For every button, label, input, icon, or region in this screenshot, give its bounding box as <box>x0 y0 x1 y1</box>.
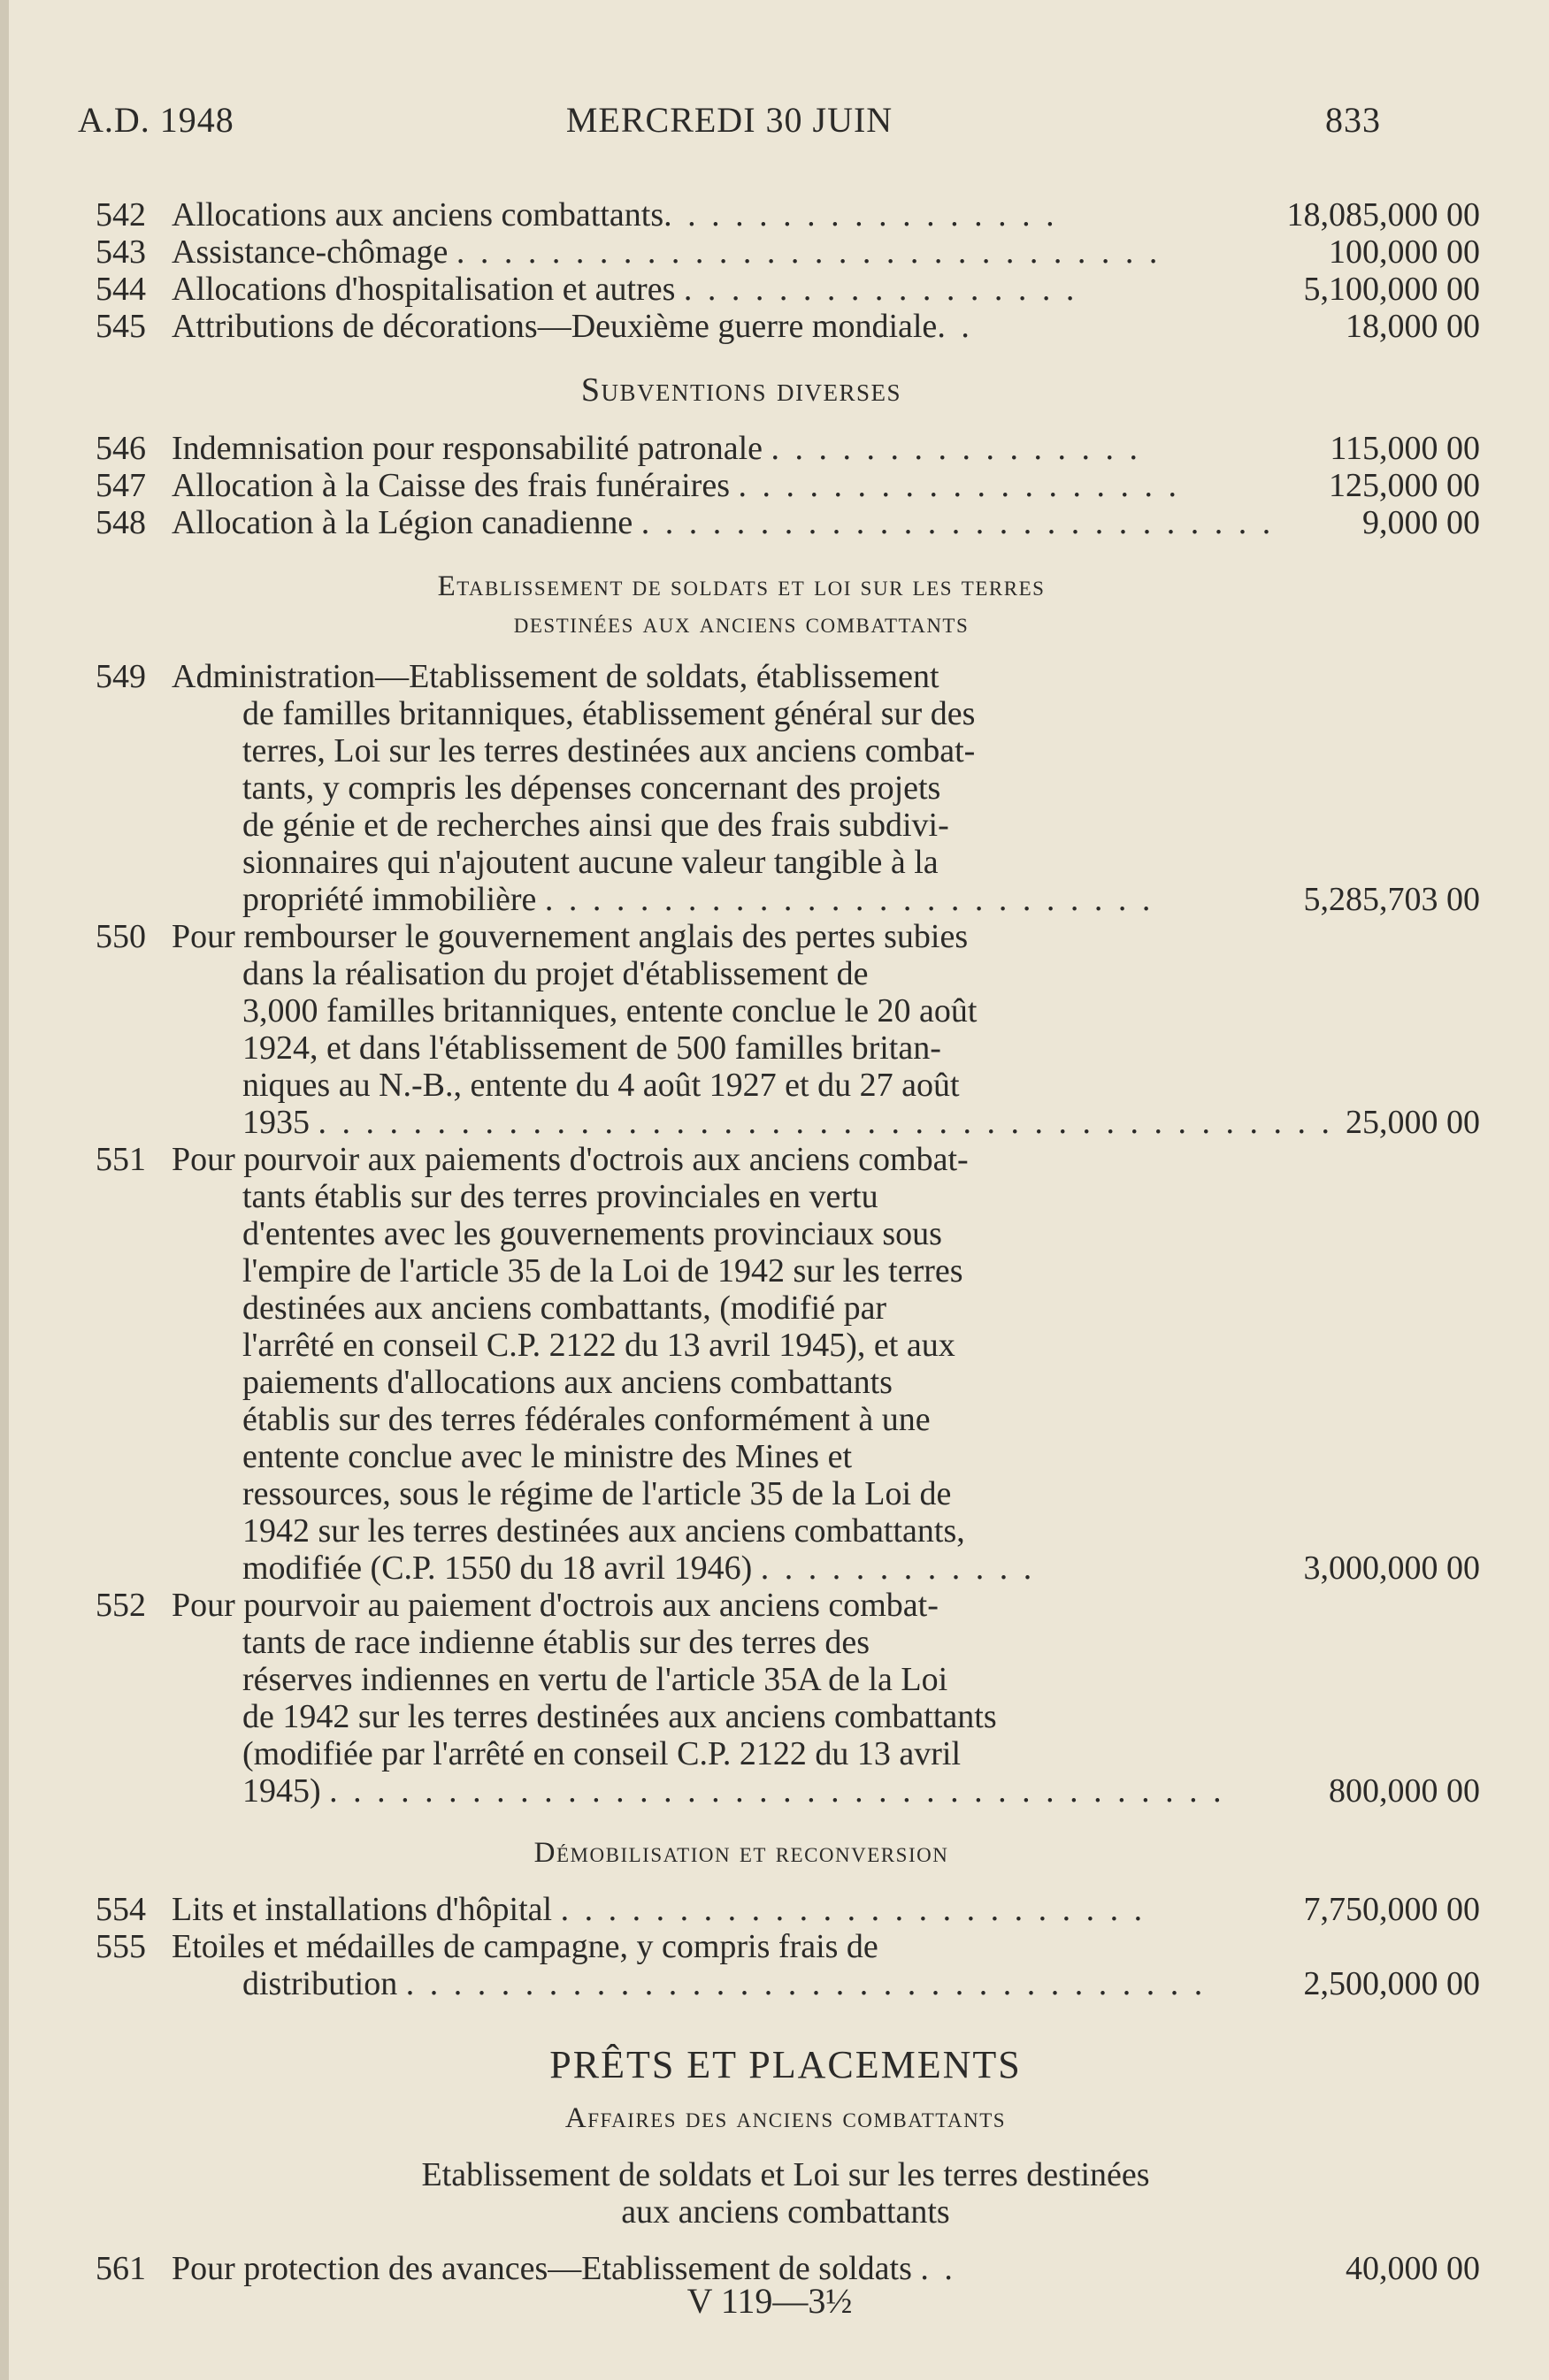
entry-last-line <box>172 881 1229 918</box>
entry-line: Etoiles et médailles de campagne, y compris frais de <box>172 1928 878 1965</box>
entry-548 <box>96 504 1480 541</box>
entry-line: paiements d'allocations aux anciens combattants <box>242 1364 893 1401</box>
page-content <box>96 196 1480 2287</box>
entry-line: ressources, sous le régime de l'article 35 de la Loi de <box>242 1475 952 1512</box>
entry-amount: 40,000 00 <box>1346 2250 1480 2287</box>
running-head <box>78 99 1381 143</box>
entry-line: 1942 sur les terres destinées aux anciens combattants, <box>242 1512 965 1550</box>
entry-label: Allocation à la Légion canadienne <box>172 504 633 541</box>
entry-amount: 7,750,000 00 <box>1303 1891 1480 1928</box>
entry-line: de génie et de recherches ainsi que des frais subdivi- <box>242 807 949 844</box>
entry-number: 543 <box>96 233 146 271</box>
dot-leader: . . . . . . . . . . . . . . . . . . . . . . . . . . . <box>640 504 1275 541</box>
dot-leader: . . . . . . . . . . . . . . . . . <box>683 271 1078 308</box>
entry-number: 551 <box>96 1141 146 1178</box>
entry-body <box>172 1587 1229 1810</box>
entry-label: Indemnisation pour responsabilité patronale <box>172 430 763 467</box>
entry-label: Attributions de décorations—Deuxième guerre mondiale <box>172 308 938 345</box>
entry-label: 1945) <box>242 1772 321 1810</box>
signature-mark: V 119—3½ <box>686 2281 853 2321</box>
entry-last-line <box>172 1550 1229 1587</box>
entry-line: niques au N.-B., entente du 4 août 1927 et du 27 août <box>242 1067 960 1104</box>
dot-leader: . . . . . . . . . . . . . . . . <box>771 430 1141 467</box>
subheading-line: aux anciens combattants <box>621 2193 950 2231</box>
dot-leader: . . . . . . . . . . . . . . . . . . . . . . . . . . . . . . . . . . <box>405 1965 1207 2002</box>
entry-label: modifiée (C.P. 1550 du 18 avril 1946) <box>242 1550 753 1587</box>
entry-line: tants établis sur des terres provinciales en vertu <box>242 1178 878 1215</box>
heading-prets-placements: PRÊTS ET PLACEMENTS <box>549 2043 1022 2086</box>
entry-label: Lits et installations d'hôpital <box>172 1891 553 1928</box>
entry-label: propriété immobilière <box>242 881 537 918</box>
entry-last-line <box>172 1965 1229 2002</box>
entry-line: 1924, et dans l'établissement de 500 familles britan- <box>242 1029 941 1067</box>
entry-line: entente conclue avec le ministre des Mines et <box>242 1438 853 1475</box>
entry-543 <box>96 233 1480 271</box>
entry-text <box>172 430 1229 467</box>
entry-number: 554 <box>96 1891 146 1928</box>
entry-number: 555 <box>96 1928 146 1965</box>
entry-number: 546 <box>96 430 146 467</box>
entry-amount: 25,000 00 <box>1346 1104 1480 1141</box>
dot-leader: . . <box>937 308 973 345</box>
entry-line: terres, Loi sur les terres destinées aux anciens combat- <box>242 732 976 769</box>
entry-amount: 5,100,000 00 <box>1303 271 1480 308</box>
entry-body <box>172 1928 1229 2002</box>
entry-text <box>172 504 1275 541</box>
section-heading-line: Etablissement de soldats et loi sur les terres <box>437 570 1046 602</box>
section-heading-affaires: Affaires des anciens combattants <box>564 2102 1007 2134</box>
entry-text <box>172 196 1229 233</box>
section-heading-etablissement <box>96 568 1387 642</box>
entry-line: tants de race indienne établis sur des terres des <box>242 1624 870 1661</box>
entry-line: tants, y compris les dépenses concernant des projets <box>242 769 941 807</box>
entry-line: de 1942 sur les terres destinées aux anciens combattants <box>242 1698 997 1735</box>
dot-leader: . . . . . . . . . . . . . . . . . . . <box>738 467 1180 504</box>
entry-last-line <box>172 1104 1333 1141</box>
entry-text <box>172 233 1229 271</box>
entry-line: Pour pourvoir au paiement d'octrois aux anciens combat- <box>172 1587 939 1624</box>
entry-amount: 2,500,000 00 <box>1303 1965 1480 2002</box>
dot-leader: . . . . . . . . . . . . <box>760 1550 1036 1587</box>
subheading-etablissement <box>96 2156 1476 2231</box>
dot-leader: . . . . . . . . . . . . . . . . . . . . . . . . . . . . . . . . . . . . . . <box>329 1772 1225 1810</box>
entry-554 <box>96 1891 1480 1928</box>
entry-body <box>172 658 1229 918</box>
entries-group-a <box>96 196 1480 345</box>
entry-amount: 3,000,000 00 <box>1303 1550 1480 1587</box>
entry-number: 561 <box>96 2250 146 2287</box>
subheading-line: Etablissement de soldats et Loi sur les terres destinées <box>421 2156 1150 2193</box>
entry-line: 3,000 familles britanniques, entente conclue le 20 août <box>242 992 978 1029</box>
entry-label: Assistance-chômage <box>172 233 449 271</box>
dot-leader: . . . . . . . . . . . . . . . . . . . . . . . . . . . . . . . . . . . . . . . . . . . <box>318 1104 1333 1141</box>
entry-label: 1935 <box>242 1104 310 1141</box>
entry-last-line <box>172 1772 1229 1810</box>
entry-label: Allocations d'hospitalisation et autres <box>172 271 676 308</box>
section-heading-line: destinées aux anciens combattants <box>513 608 970 639</box>
entry-amount: 800,000 00 <box>1329 1772 1480 1810</box>
entry-line: Pour pourvoir aux paiements d'octrois aux anciens combat- <box>172 1141 969 1178</box>
entry-line: sionnaires qui n'ajoutent aucune valeur tangible à la <box>242 844 939 881</box>
page-number: 833 <box>1325 100 1381 140</box>
entry-amount: 115,000 00 <box>1330 430 1480 467</box>
entry-544 <box>96 271 1480 308</box>
entry-number: 552 <box>96 1587 146 1624</box>
entry-549 <box>96 658 1480 918</box>
entry-amount: 100,000 00 <box>1329 233 1480 271</box>
page-edge <box>0 0 9 2380</box>
entry-number: 544 <box>96 271 146 308</box>
dot-leader: . . . . . . . . . . . . . . . . . . . . . . . . . . . . . . <box>456 233 1162 271</box>
entry-number: 549 <box>96 658 146 695</box>
entry-line: de familles britanniques, établissement général sur des <box>242 695 976 732</box>
entry-amount: 5,285,703 00 <box>1303 881 1480 918</box>
entry-542 <box>96 196 1480 233</box>
entry-label: Pour protection des avances—Etablissement de soldats <box>172 2250 912 2287</box>
entry-line: (modifiée par l'arrêté en conseil C.P. 2122 du 13 avril <box>242 1735 962 1772</box>
entry-number: 545 <box>96 308 146 345</box>
entry-body <box>172 918 1333 1141</box>
entry-label: distribution <box>242 1965 398 2002</box>
entry-555 <box>96 1928 1480 2002</box>
entry-amount: 125,000 00 <box>1329 467 1480 504</box>
entry-552 <box>96 1587 1480 1810</box>
entry-text <box>172 1891 1229 1928</box>
entries-group-b <box>96 430 1480 541</box>
entry-text <box>172 271 1229 308</box>
entry-line: établis sur des terres fédérales conformément à une <box>242 1401 931 1438</box>
entry-547 <box>96 467 1480 504</box>
header-year: A.D. 1948 <box>78 100 234 140</box>
entry-line: Administration—Etablissement de soldats, établissement <box>172 658 939 695</box>
dot-leader: . . . . . . . . . . . . . . . . . . . . . . . . . <box>560 1891 1146 1928</box>
dot-leader: . . <box>920 2250 956 2287</box>
entry-number: 547 <box>96 467 146 504</box>
entry-line: d'ententes avec les gouvernements provinciaux sous <box>242 1215 942 1252</box>
entry-number: 548 <box>96 504 146 541</box>
entry-545 <box>96 308 1480 345</box>
entry-line: dans la réalisation du projet d'établissement de <box>242 955 869 992</box>
section-heading-subventions: Subventions diverses <box>580 371 902 409</box>
entry-line: réserves indiennes en vertu de l'article 35A de la Loi <box>242 1661 948 1698</box>
entry-text <box>172 308 1229 345</box>
section-heading-demobilisation: Démobilisation et reconversion <box>533 1837 949 1869</box>
header-date: MERCREDI 30 JUIN <box>565 100 893 140</box>
entry-body <box>172 1141 1229 1587</box>
entry-amount: 9,000 00 <box>1362 504 1480 541</box>
entry-label: Allocations aux anciens combattants <box>172 196 664 233</box>
entry-amount: 18,000 00 <box>1346 308 1480 345</box>
dot-leader: . . . . . . . . . . . . . . . . . <box>663 196 1058 233</box>
entry-line: l'empire de l'article 35 de la Loi de 1942 sur les terres <box>242 1252 963 1289</box>
entry-number: 550 <box>96 918 146 955</box>
entry-551 <box>96 1141 1480 1587</box>
entry-line: l'arrêté en conseil C.P. 2122 du 13 avril 1945), et aux <box>242 1327 955 1364</box>
entry-text <box>172 467 1229 504</box>
entry-line: destinées aux anciens combattants, (modifié par <box>242 1289 887 1327</box>
entry-label: Allocation à la Caisse des frais funéraires <box>172 467 730 504</box>
entry-line: Pour rembourser le gouvernement anglais des pertes subies <box>172 918 969 955</box>
entry-546 <box>96 430 1480 467</box>
entry-550 <box>96 918 1480 1141</box>
entry-amount: 18,085,000 00 <box>1286 196 1480 233</box>
dot-leader: . . . . . . . . . . . . . . . . . . . . . . . . . . <box>544 881 1154 918</box>
entry-number: 542 <box>96 196 146 233</box>
